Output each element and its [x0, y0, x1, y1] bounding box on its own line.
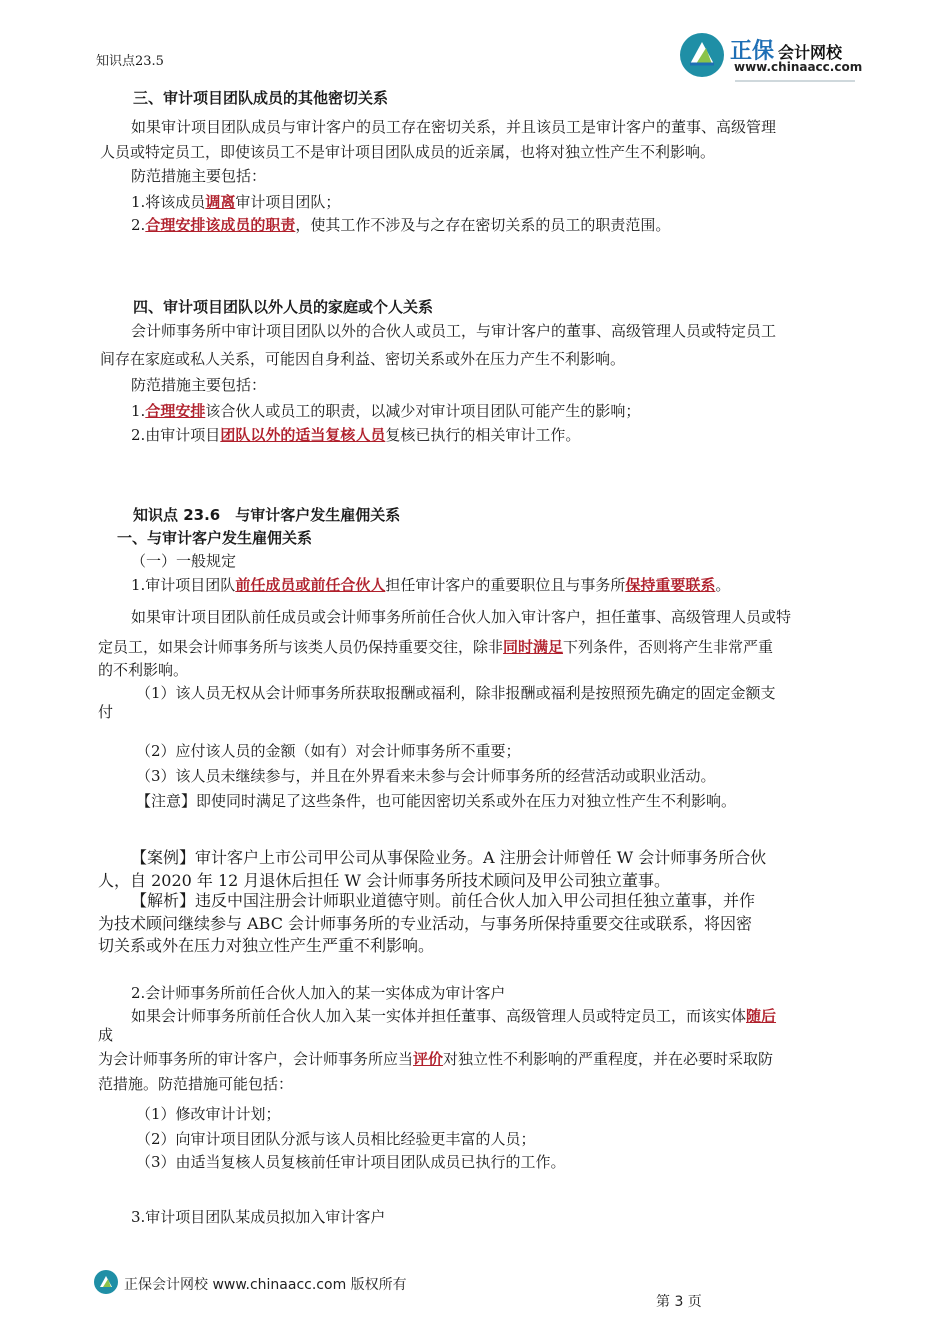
item2-heading: 2.会计师事务所前任合伙人加入的某一实体成为审计客户	[131, 984, 506, 1002]
item2-line-1: 如果会计师事务所前任合伙人加入某一实体并担任董事、高级管理人员或特定员工，而该实体随后	[131, 1007, 777, 1025]
kp236-para-line-3: 的不利影响。	[98, 661, 189, 679]
brand-name: 正保	[730, 39, 775, 64]
section3-heading: 三、审计项目团队成员的其他密切关系	[133, 89, 389, 107]
case-line-5: 切关系或外在压力对独立性产生严重不利影响。	[98, 936, 435, 955]
case-line-3: 【解析】违反中国注册会计师职业道德守则。前任合伙人加入甲公司担任独立董事，并作	[131, 891, 756, 910]
kp236-subheading-1: 一、与审计客户发生雇佣关系	[117, 529, 313, 547]
footer-logo-icon	[92, 1268, 120, 1296]
section3-measure-2: 2.合理安排该成员的职责，使其工作不涉及与之存在密切关系的员工的职责范围。	[131, 216, 671, 234]
kp236-title: 知识点 23.6 与审计客户发生雇佣关系	[133, 506, 401, 524]
kp236-condition-2: （2）应付该人员的金额（如有）对会计师事务所不重要；	[136, 742, 521, 760]
kp236-condition-1-cont: 付	[98, 703, 114, 721]
kp236-item-1: 1.审计项目团队前任成员或前任合伙人担任审计客户的重要职位且与事务所保持重要联系。	[131, 576, 731, 594]
section3-measures-label: 防范措施主要包括：	[131, 167, 267, 185]
section4-heading: 四、审计项目团队以外人员的家庭或个人关系	[133, 298, 434, 316]
section4-para-1: 会计师事务所中审计项目团队以外的合伙人或员工，与审计客户的董事、高级管理人员或特定员工	[131, 322, 777, 340]
section4-measures-label: 防范措施主要包括：	[131, 376, 267, 394]
section3-measure-1: 1.将该成员调离审计项目团队；	[131, 193, 341, 211]
header-divider	[735, 80, 855, 82]
kp236-para-line-2: 定员工，如果会计师事务所与该类人员仍保持重要交往，除非同时满足下列条件，否则将产生非常严重	[98, 638, 774, 656]
item2-measure-1: （1）修改审计计划；	[136, 1105, 281, 1123]
kp236-note-cut: 【注意】即使同时满足了这些条件，也可能因密切关系或外在压力对独立性产生不利影响。	[136, 792, 737, 810]
footer-page-number: 第 3 页	[656, 1294, 702, 1310]
case-line-2: 人，自 2020 年 12 月退休后担任 W 会计师事务所技术顾问及甲公司独立董事。	[98, 871, 671, 890]
kp236-condition-1: （1）该人员无权从会计师事务所获取报酬或福利，除非报酬或福利是按照预先确定的固定金额支	[136, 684, 776, 702]
brand-logo	[676, 30, 876, 80]
footer-copyright: 正保会计网校 www.chinaacc.com 版权所有	[124, 1277, 407, 1293]
case-line-1: 【案例】审计客户上市公司甲公司从事保险业务。A 注册会计师曾任 W 会计师事务所合伙	[131, 848, 767, 867]
brand-logo-icon	[676, 30, 728, 80]
kp236-subheading-2: （一）一般规定	[131, 552, 237, 570]
item2-measure-2: （2）向审计项目团队分派与该人员相比经验更丰富的人员；	[136, 1130, 536, 1148]
item2-line-1-tail: 成	[98, 1026, 114, 1044]
kp236-para-cut: 如果审计项目团队前任成员或会计师事务所前任合伙人加入审计客户，担任董事、高级管理人员或特	[131, 608, 792, 626]
case-line-4: 为技术顾问继续参与 ABC 会计师事务所的专业活动，与事务所保持重要交往或联系，将因密	[98, 914, 753, 933]
item2-line-2: 为会计师事务所的审计客户，会计师事务所应当评价对独立性不利影响的严重程度，并在必要时采取防	[98, 1050, 774, 1068]
kp236-condition-3: （3）该人员未继续参与，并且在外界看来未参与会计师事务所的经营活动或职业活动。	[136, 767, 716, 785]
brand-url: www.chinaacc.com	[734, 60, 863, 74]
item2-line-3-cut: 范措施。防范措施可能包括：	[98, 1075, 294, 1093]
section3-para-cut: 人员或特定员工，即使该员工不是审计项目团队成员的近亲属，也将对独立性产生不利影响。	[100, 143, 716, 161]
item3-heading-cut: 3.审计项目团队某成员拟加入审计客户	[131, 1208, 386, 1226]
section4-para-2: 间存在家庭或私人关系，可能因自身利益、密切关系或外在压力产生不利影响。	[100, 350, 626, 368]
item2-measure-3-cut: （3）由适当复核人员复核前任审计项目团队成员已执行的工作。	[136, 1153, 566, 1171]
section3-para: 如果审计项目团队成员与审计客户的员工存在密切关系，并且该员工是审计客户的董事、高级管理	[131, 118, 777, 136]
header-fragment: 知识点23.5	[96, 54, 164, 69]
section4-measure-2: 2.由审计项目团队以外的适当复核人员复核已执行的相关审计工作。	[131, 426, 581, 444]
section4-measure-1: 1.合理安排该合伙人或员工的职责，以减少对审计项目团队可能产生的影响；	[131, 402, 641, 420]
brand-name-2: 会计网校	[778, 43, 843, 62]
